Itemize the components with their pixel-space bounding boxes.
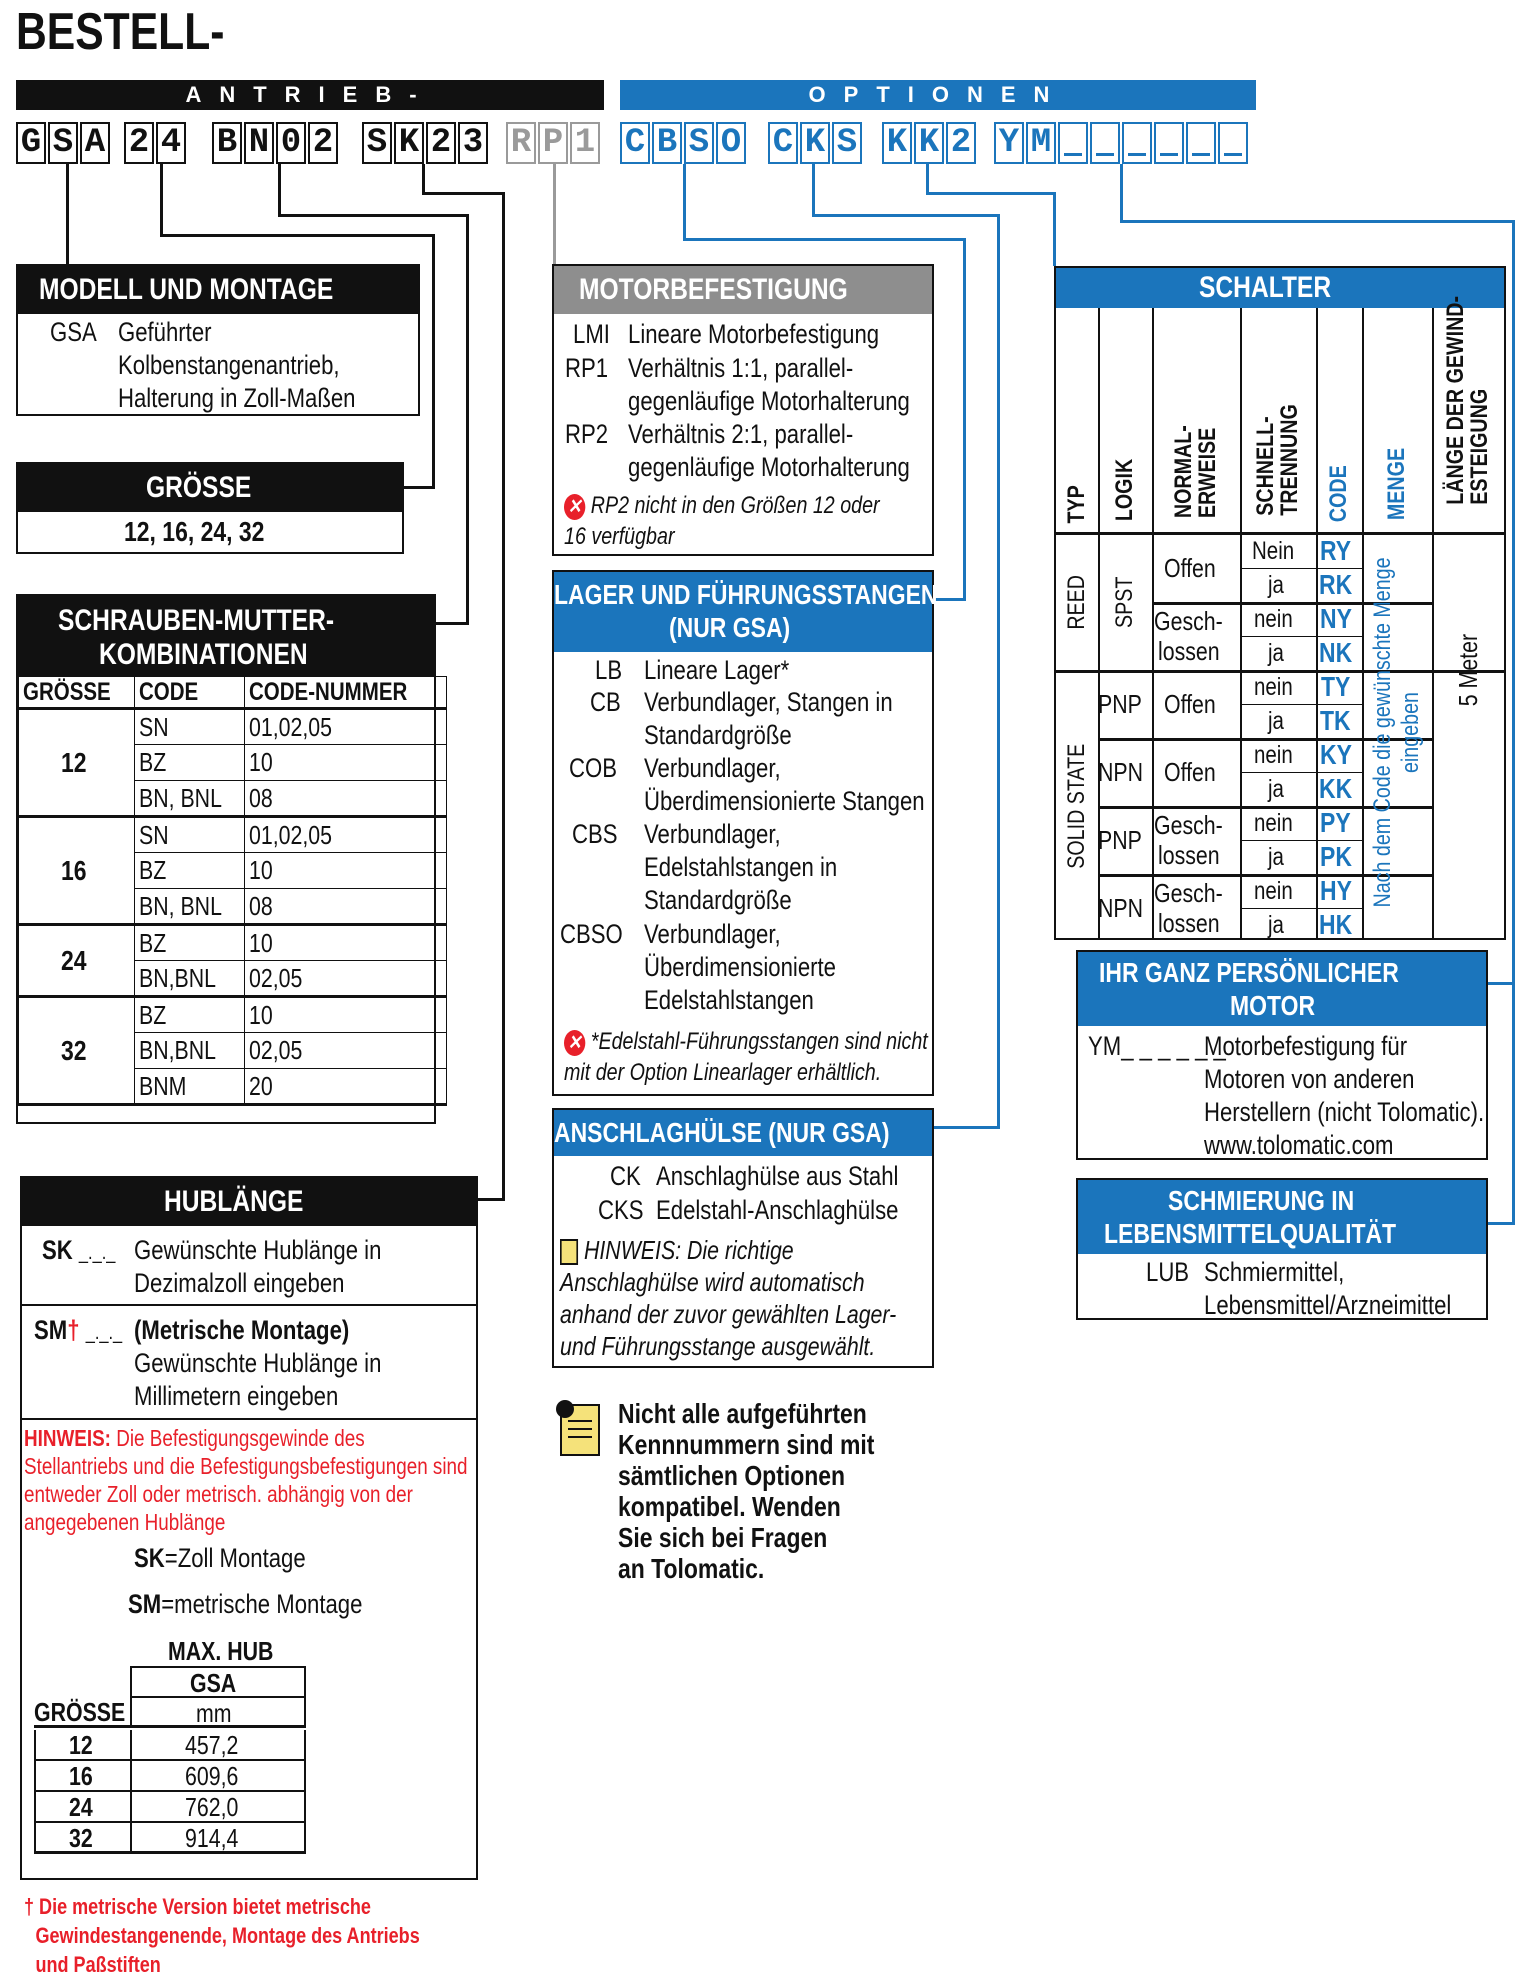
code-char: 2: [124, 122, 154, 164]
table-row: BZ 10: [19, 853, 447, 889]
switch-code: NY: [1319, 603, 1352, 634]
error-icon: ✕: [564, 494, 585, 520]
table-row: 16 SN 01,02,05: [19, 817, 447, 853]
code-char: N: [244, 122, 274, 164]
code-blank: [1186, 122, 1216, 164]
error-icon: ✕: [564, 1030, 585, 1056]
switch-code: HY: [1319, 875, 1352, 906]
ym-box: IHR GANZ PERSÖNLICHER MOTOR YM_ _ _ _ _ _ Motorbefestigung für Motoren von anderen Herstellern (nicht Tolomatic). www.tolomatic.com: [1076, 950, 1488, 1160]
switch-code: RY: [1320, 535, 1352, 566]
hub-hinweis: HINWEIS: Die Befestigungsgewinde des Stellantriebs und die Befestigungsbefestigungen sind entweder Zoll oder metrisch. abhängig von der angegebenen Hublänge: [24, 1425, 468, 1535]
switch-code: TY: [1321, 671, 1351, 702]
table-row: 12 SN 01,02,05: [19, 709, 447, 745]
modell-box: MODELL UND MONTAGE GSA Geführter Kolbenstangenantrieb, Halterung in Zoll-Maßen: [16, 264, 420, 416]
motor-box: MOTORBEFESTIGUNG LMI Lineare Motorbefestigung RP1 Verhältnis 1:1, parallel- gegenläufige Motorhalterung RP2 Verhältnis 2:1, parallel- gegenläufige Motorhalterung ✕ RP2 nicht in den Größen 12 oder 16 verfügbar: [552, 264, 934, 556]
optionen-bar: OPTIONEN: [620, 80, 1256, 110]
code-char: K: [914, 122, 944, 164]
switch-code: PK: [1319, 841, 1352, 872]
table-row: BN,BNL 02,05: [19, 961, 447, 997]
anschlag-box: ANSCHLAGHÜLSE (NUR GSA) CK Anschlaghülse aus Stahl CKS Edelstahl-Anschlaghülse HINWEIS: Die richtige Anschlaghülse wird automatisch anhand der zuvor gewählten Lager- und Führungsstange ausgewählt.: [552, 1108, 934, 1368]
code-blank: [1058, 122, 1088, 164]
table-row: BN, BNL 08: [19, 781, 447, 817]
schrauben-box: SCHRAUBEN-MUTTER- KOMBINATIONEN GRÖSSE CODE CODE-NUMMER 12 SN 01,02,05 BZ 10 BN, BNL 08 16 SN 01,02,05 BZ 10 BN, BNL 08 24 BZ 10 BN,BNL 02,05 32 BZ 10 BN,BNL 02,05 BNM 20: [16, 594, 436, 1124]
table-row: BNM 20: [19, 1069, 447, 1105]
schalter-col-header: TYP: [1063, 485, 1090, 524]
motor-note: ✕ RP2 nicht in den Größen 12 oder 16 verfügbar: [564, 492, 880, 550]
code-char: 2: [308, 122, 338, 164]
schalter-col-header: LOGIK: [1111, 458, 1138, 522]
note-icon: [560, 1239, 578, 1265]
code-char: S: [684, 122, 714, 164]
code-char: 2: [946, 122, 976, 164]
code-char: B: [212, 122, 242, 164]
table-row: 12 457,2: [34, 1730, 306, 1761]
code-char: K: [800, 122, 830, 164]
code-char: S: [48, 122, 78, 164]
switch-code: HK: [1318, 909, 1352, 940]
lager-box: LAGER UND FÜHRUNGSSTANGEN (NUR GSA) LB Lineare Lager* CB Verbundlager, Stangen in Standardgröße COB Verbundlager, Überdimensionierte Stangen CBS Verbundlager, Edelstahlstangen in Standardgröße CBSO Verbundlager, Überdimensionierte Edelstahlstangen ✕ *Edelstahl-Führungsstangen sind nicht mit der Option Linearlager erhältlich.: [552, 570, 934, 1096]
table-row: BZ 10: [19, 745, 447, 781]
table-row: 32 BZ 10: [19, 997, 447, 1033]
schalter-col-header: MENGE: [1383, 447, 1410, 521]
schalter-col-header: CODE: [1325, 464, 1352, 522]
code-blank: [1090, 122, 1120, 164]
switch-code: KY: [1319, 739, 1352, 770]
switch-code: KK: [1318, 773, 1352, 804]
code-char: 1: [570, 122, 600, 164]
code-char: S: [362, 122, 392, 164]
table-row: 24 BZ 10: [19, 925, 447, 961]
switch-code: NK: [1318, 637, 1352, 668]
groesse-box: GRÖSSE 12, 16, 24, 32: [16, 462, 404, 554]
table-row: 24 762,0: [34, 1792, 306, 1823]
lager-note: ✕ *Edelstahl-Führungsstangen sind nicht mit der Option Linearlager erhältlich.: [564, 1028, 928, 1086]
code-char: P: [538, 122, 568, 164]
antrieb-bar: ANTRIEB-: [16, 80, 604, 110]
schalter-box: SCHALTER TYP LOGIK NORMAL- ERWEISE SCHNELL- TRENNUNG CODE MENGE LÄNGE DER GEWIND- ESTEIGUNG REED SOLID STATE SPST PNP NPN PNP NPN Offen Gesch- lossen Offen Offen Gesch- lossen Gesch- lossen Nein RY ja RK nein NY ja NK nein TY ja TK nein KY ja KK nein PY ja PK nein HY ja HK Nach dem Code die gewünschte Menge eingeben 5 Meter: [1054, 266, 1506, 940]
schrauben-table: GRÖSSE CODE CODE-NUMMER 12 SN 01,02,05 BZ 10 BN, BNL 08 16 SN 01,02,05 BZ 10 BN, BNL 08 24 BZ 10 BN,BNL 02,05 32 BZ 10 BN,BNL 02,05 BNM 20: [18, 676, 447, 1106]
code-char: M: [1026, 122, 1056, 164]
schalter-col-header: LÄNGE DER GEWIND- ESTEIGUNG: [1442, 296, 1493, 506]
code-char: R: [506, 122, 536, 164]
hub-box: HUBLÄNGE SK _._._ Gewünschte Hublänge in Dezimalzoll eingeben SM† _._._ (Metrische Montage) Gewünschte Hublänge in Millimetern eingeben HINWEIS: Die Befestigungsgewinde des Stellantriebs und die Befestigungsbefestigungen sind entweder Zoll oder metrisch. abhängig von der angegebenen Hublänge SK=Zoll Montage SM=metrische Montage MAX. HUB GSA GRÖSSE mm 12 457,2 16 609,6 24 762,0 32 914,4: [20, 1176, 478, 1880]
code-char: C: [620, 122, 650, 164]
code-blank: [1122, 122, 1152, 164]
schalter-col-header: NORMAL- ERWEISE: [1170, 424, 1221, 518]
compat-note: Nicht alle aufgeführten Kennnummern sind mit sämtlichen Optionen kompatibel. Wenden Sie sich bei Fragen an Tolomatic.: [618, 1398, 875, 1584]
page-title: BESTELL-: [16, 3, 225, 61]
table-row: BN, BNL 08: [19, 889, 447, 925]
code-char: 4: [156, 122, 186, 164]
switch-code: TK: [1320, 705, 1351, 736]
code-char: 3: [458, 122, 488, 164]
code-char: 2: [426, 122, 456, 164]
code-char: K: [394, 122, 424, 164]
code-char: B: [652, 122, 682, 164]
code-char: C: [768, 122, 798, 164]
code-char: K: [882, 122, 912, 164]
switch-code: PY: [1320, 807, 1351, 838]
lub-box: SCHMIERUNG IN LEBENSMITTELQUALITÄT LUB Schmiermittel, Lebensmittel/Arzneimittel: [1076, 1178, 1488, 1320]
switch-code: RK: [1318, 569, 1352, 600]
schalter-col-header: SCHNELL- TRENNUNG: [1252, 404, 1303, 516]
code-blank: [1154, 122, 1184, 164]
code-blank: [1218, 122, 1248, 164]
footnote: † Die metrische Version bietet metrische Gewindestangenende, Montage des Antriebs und Paßstiften: [24, 1894, 420, 1977]
code-char: G: [16, 122, 46, 164]
code-char: 0: [276, 122, 306, 164]
code-char: S: [832, 122, 862, 164]
table-row: 16 609,6: [34, 1761, 306, 1792]
table-row: 32 914,4: [34, 1823, 306, 1854]
note-icon: [556, 1400, 602, 1458]
code-char: Y: [994, 122, 1024, 164]
table-row: BN,BNL 02,05: [19, 1033, 447, 1069]
code-char: A: [80, 122, 110, 164]
code-char: O: [716, 122, 746, 164]
